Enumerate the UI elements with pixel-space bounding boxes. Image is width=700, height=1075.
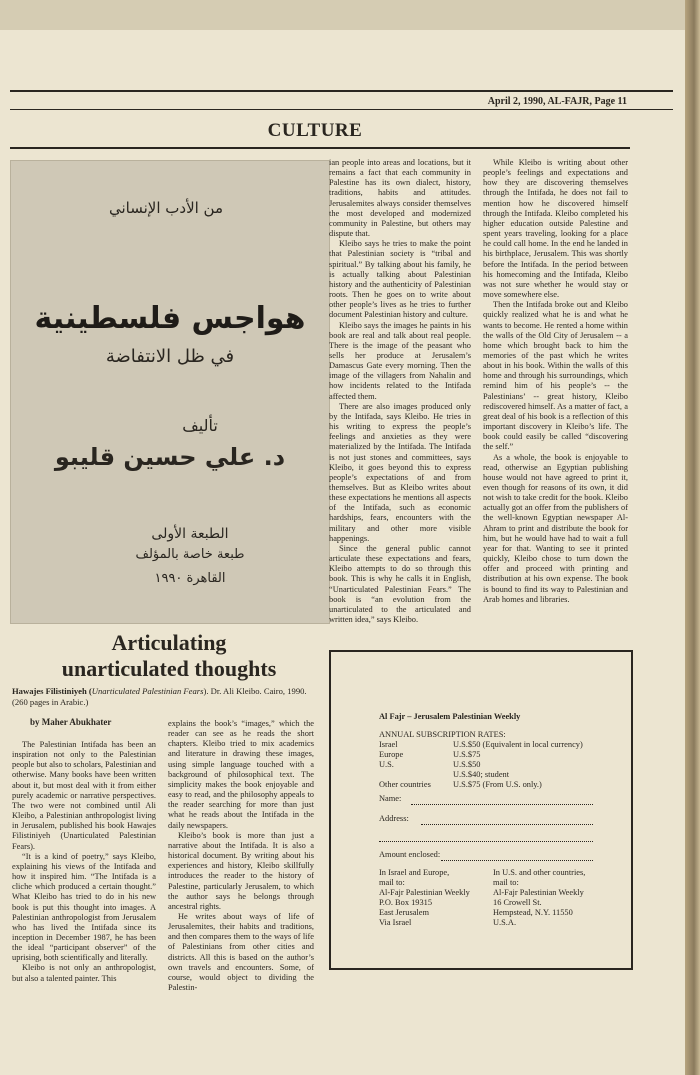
- left-address-line: In Israel and Europe,: [379, 868, 450, 877]
- rate-region: Europe: [379, 750, 404, 759]
- section-rule: [10, 147, 630, 149]
- rate-region: Israel: [379, 740, 398, 749]
- book-english-title: Unarticulated Palestinian Fears: [91, 686, 204, 696]
- col1-paragraph: “It is a kind of poetry,” says Kleibo, explaining his views of the Intifada and how it inspired him. “The Intifada is a cliche which produced a certain thought.” What Kleibo has tried to do in his new book is put this thought into images. A Palestinian anthropologist from Jerusalem who has lived the Intifada since its inception in December 1987, he has been the ideal “participant observer” of the uprising, both scientifically and literally.: [12, 851, 156, 963]
- left-address-line: Via Israel: [379, 918, 412, 927]
- rate-region: U.S.: [379, 760, 394, 769]
- rate-price: U.S.$75: [453, 750, 481, 759]
- amount-label: Amount enclosed:: [379, 850, 441, 859]
- book-cover-image: [10, 160, 330, 624]
- right-address-line: mail to:: [493, 878, 519, 887]
- right-address-line: Hempstead, N.Y. 11550: [493, 908, 573, 917]
- cover-place-year: القاهرة ١٩٩٠: [154, 571, 226, 586]
- headline-line-1: Articulating: [111, 630, 227, 655]
- subscription-form-box: [329, 650, 633, 970]
- col2-paragraph: He writes about ways of life of Jerusalemites, their habits and traditions, and then compares them to the ways of life of Palestinians from other cities and districts. All this is based on the author’s own travels and encounters. Some, of course, would object to dividing the Palestin-: [168, 911, 314, 993]
- right-address-line: U.S.A.: [493, 918, 517, 927]
- rates-label: ANNUAL SUBSCRIPTION RATES:: [379, 730, 506, 739]
- col3-paragraph: ian people into areas and locations, but it remains a fact that each community in Palestine has its own dialect, history, traditions, habits and attitudes. Jerusalemites always consider themselves the most developed and modernized community in Palestine, but others may dispute that.: [329, 158, 471, 239]
- left-address-line: P.O. Box 19315: [379, 898, 433, 907]
- col4-paragraph: Then the Intifada broke out and Kleibo quickly realized what he is and what he wants to become. He rented a home within the walls of the Old City of Jerusalem -- a home which brought back to him the memories of the past which he writes about in his book. Within the walls of this home and through his surroundings, which remind him of his people’s -- the Palestinians’ -- great history, Kleibo rediscovered himself. As a matter of fact, a great deal of his book is a reflection of this important discovery in Kleibo’s life. The book could easily be called “discovering the self.”: [483, 300, 628, 452]
- binding-spine: [685, 0, 700, 1075]
- left-address-line: Al-Fajr Palestinian Weekly: [379, 888, 470, 897]
- name-label: Name:: [379, 794, 402, 803]
- col1-paragraph: The Palestinian Intifada has been an inspiration not only to the Palestinian people but also to scholars, Palestinian and otherwise. Many books have been written about it, but most deal with it from either purely academic or narrative perspectives. The two were not combined until Ali Kleibo, a Palestinian anthropologist living in Jerusalem, published his book Hawajes Filistiniyeh (Unarticulated Palestinian Fears).: [12, 740, 156, 851]
- subscription-title: Al Fajr – Jerusalem Palestinian Weekly: [379, 712, 521, 721]
- col3-paragraph: There are also images produced only by the Intifada, says Kleibo. He tries in his writing to express the people’s feelings and anxieties as they were materialized by the Intifada. The Intifada is not just stones and committees, says Kleibo, it goes beyond this to express people’s expectations of and from themselves. But as Kleibo writes about these expectations he mentions all aspects of the Intifada, such as economic hardships, fears, encounters with the military and other more visible happenings.: [329, 401, 471, 543]
- right-address-line: In U.S. and other countries,: [493, 868, 586, 877]
- name-field[interactable]: [411, 803, 593, 805]
- col1-paragraph: Kleibo is not only an anthropologist, but also a talented painter. This: [12, 963, 156, 983]
- right-address-line: 16 Crowell St.: [493, 898, 542, 907]
- rate-price: U.S.$50 (Equivalent in local currency): [453, 740, 583, 749]
- header-rule-top: [10, 90, 673, 92]
- col3-paragraph: Kleibo says he tries to make the point that Palestinian society is “tribal and spiritual.” By talking about his family, he is actually talking about Palestinian history and the authenticity of Palestinian roots. Then he goes on to write about other people’s lives as he tries to further document Palestinian history and culture.: [329, 239, 471, 320]
- address-label: Address:: [379, 814, 409, 823]
- col3-paragraph: Kleibo says the images he paints in his book are real and talk about real people. There is the image of the peasant who sells her produce at Jerusalem’s Damascus Gate every morning. Then the image of the villagers from Nahalin and how incidents related to the Intifada affected them.: [329, 320, 471, 401]
- headline-line-2: unarticulated thoughts: [61, 656, 277, 681]
- page-top-band: [0, 0, 685, 30]
- article-headline: [10, 630, 328, 682]
- col4-paragraph: As a whole, the book is enjoyable to read, otherwise an Egyptian publishing house would not have agreed to print it, even though for reasons of its own, it did not wish to take credit for the book. Kleibo actually got an offer from the publishers of the well-known Egyptian newspaper Al-Ahram to print and distribute the book for him, but he would have had to wait a full year for that. Wanting to see it printed quickly, Kleibo chose to turn down the offer and proceed with printing and distribution at his own expense. The book is bound to find its way to Palestinian and Arab homes and libraries.: [483, 452, 628, 604]
- cover-author: د. علي حسين قليبو: [54, 443, 286, 471]
- rate-price: U.S.$75 (From U.S. only.): [453, 780, 542, 789]
- col2-paragraph: Kleibo’s book is more than just a narrative about the Intifada. It is also a historical document. By writing about his experiences and history, Kleibo skillfully introduces the reader to the history of Palestine, particularly Jerusalem, to which the author says he belongs through ancestral rights.: [168, 830, 314, 911]
- article-column-1: [12, 740, 156, 984]
- book-info: [12, 686, 322, 707]
- address-field-line-2[interactable]: [379, 840, 593, 842]
- left-address-line: mail to:: [379, 878, 405, 887]
- amount-field[interactable]: [441, 859, 593, 861]
- cover-series-line: من الأدب الإنساني: [108, 199, 224, 217]
- cover-subtitle: في ظل الانتفاضة: [105, 346, 235, 367]
- section-title: CULTURE: [267, 120, 363, 141]
- book-details: ). Dr. Ali Kleibo. Cairo, 1990. (260 pages in Arabic.): [12, 686, 307, 707]
- article-column-3: [329, 158, 471, 625]
- rate-price: U.S.$50: [453, 760, 481, 769]
- right-address-line: Al-Fajr Palestinian Weekly: [493, 888, 584, 897]
- dateline: April 2, 1990, AL-FAJR, Page 11: [487, 96, 627, 107]
- article-column-4: [483, 158, 628, 605]
- book-arabic-title: Hawajes Filistiniyeh (: [12, 686, 92, 696]
- header-rule-mid: [10, 109, 673, 110]
- cover-author-label: تأليف: [182, 416, 218, 435]
- byline: by Maher Abukhater: [30, 717, 112, 727]
- cover-title: هواجس فلسطينية: [34, 301, 306, 336]
- left-address-line: East Jerusalem: [379, 908, 430, 917]
- rate-price: U.S.$40; student: [453, 770, 510, 779]
- address-field[interactable]: [421, 823, 593, 825]
- col2-paragraph: explains the book’s “images,” which the reader can see as he reads the short chapters. Kleibo tried to mix academics and literature in drawing these images, using simple language touched with a background of philosophical text. The simplicity makes the book enjoyable and easy to read, and the philosophy appeals to the reader searching for more than just what he reads about the Intifada in the daily newspapers.: [168, 719, 314, 830]
- cover-edition: الطبعة الأولى: [151, 526, 229, 542]
- cover-edition-note: طبعة خاصة بالمؤلف: [135, 547, 245, 562]
- rate-region: Other countries: [379, 780, 431, 789]
- col4-paragraph: While Kleibo is writing about other people’s feelings and expectations and how they are discovering themselves through the Intifada, he does not fail to mention how he discovered himself through the Intifada. Kleibo completed his higher education outside Palestine and spent years traveling, looking for a place he could call home. In the end he landed in his birthplace, Jerusalem. This was shortly before the Intifada. In the period between his homecoming and the Intifada, Kleibo was not sure whether he would stay or move somewhere else.: [483, 158, 628, 300]
- article-column-2: [168, 719, 314, 993]
- col3-paragraph: Since the general public cannot articulate these expectations and fears, Kleibo attempts to do so through this book. This is why he calls it in English, “Unarticulated Palestinian Fears.” The book is “an evolution from the unarticulated to the articulated and written idea,” says Kleibo.: [329, 543, 471, 625]
